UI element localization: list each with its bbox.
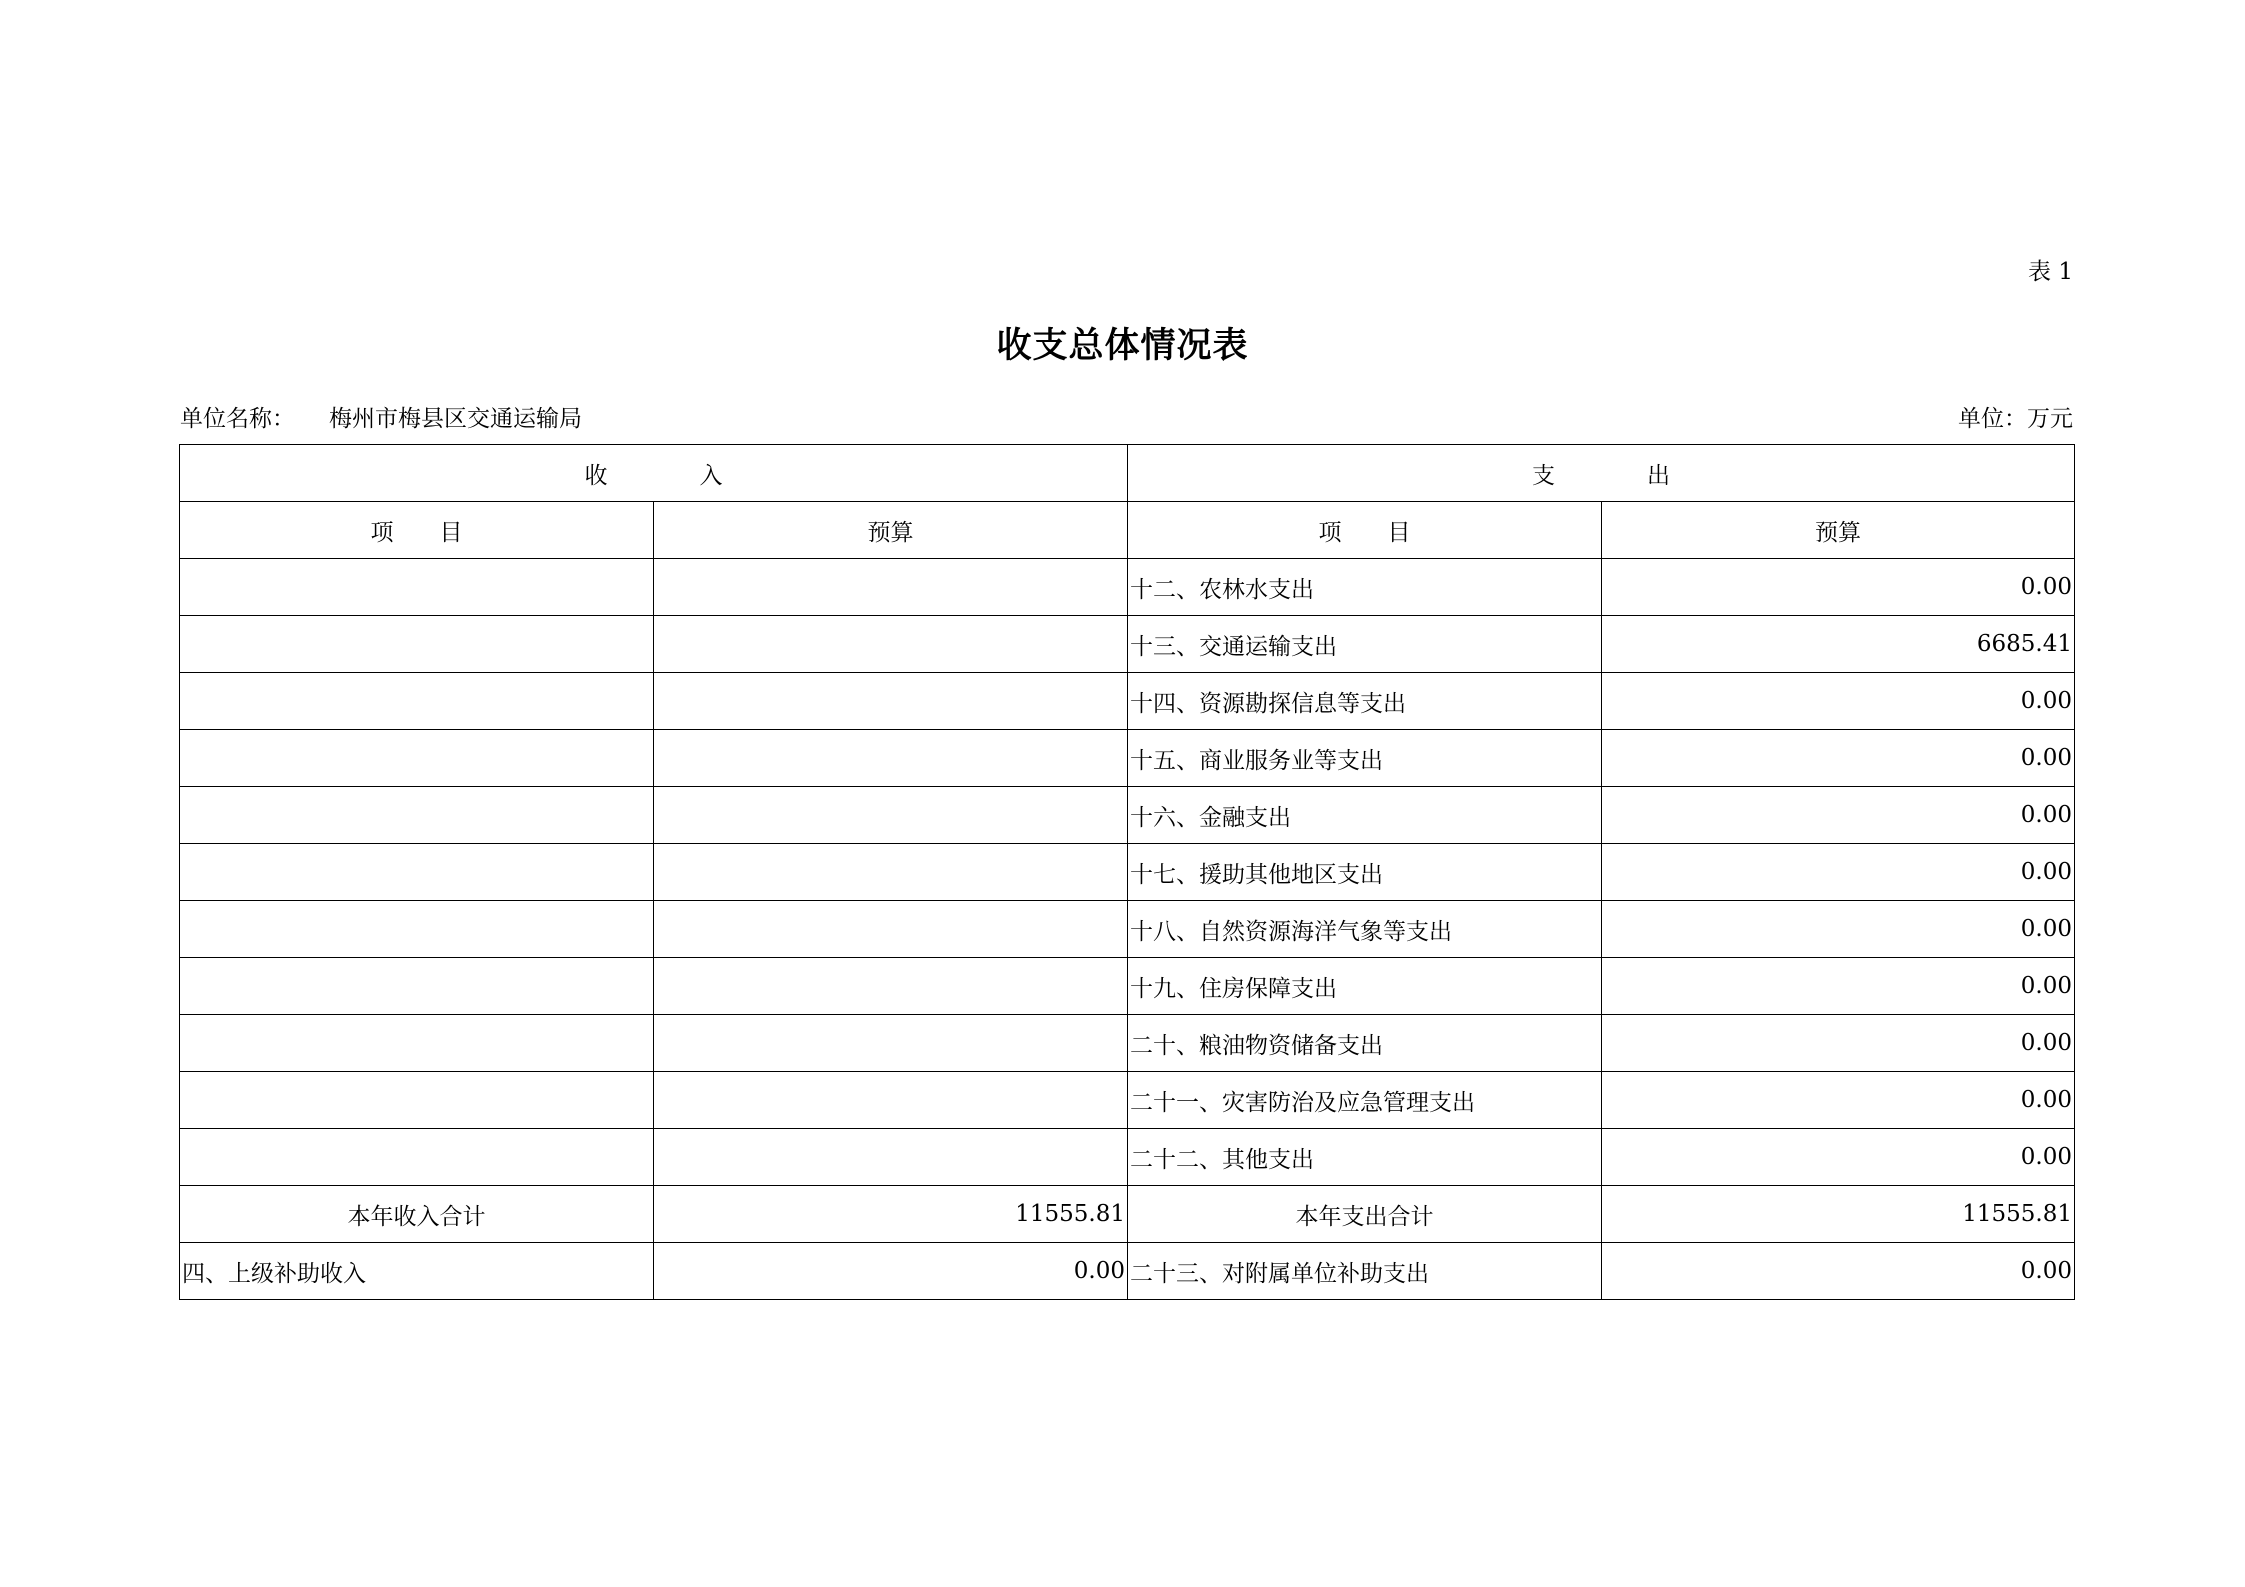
unit-name-value: 梅州市梅县区交通运输局 [329,406,582,432]
table-row [180,559,2075,616]
table-row [180,616,2075,673]
budget-table [179,444,2075,1300]
expense-item: 十八、自然资源海洋气象等支出 [1128,901,1602,958]
unit-name-label: 单位名称： [180,406,295,432]
expense-item: 十四、资源勘探信息等支出 [1128,673,1602,730]
expense-budget: 0.00 [1602,1129,2075,1186]
section-header-row [180,445,2075,502]
income-budget [654,958,1128,1015]
expense-item: 二十、粮油物资储备支出 [1128,1015,1602,1072]
income-item [180,844,654,901]
totals-row [180,1186,2075,1243]
expense-budget: 6685.41 [1602,616,2075,673]
income-header: 收 入 [180,445,1128,502]
expense-budget: 0.00 [1602,1015,2075,1072]
expense-budget: 0.00 [1602,844,2075,901]
expense-budget: 0.00 [1602,559,2075,616]
expense-budget: 0.00 [1602,958,2075,1015]
income-budget: 0.00 [654,1243,1128,1300]
expense-item: 十五、商业服务业等支出 [1128,730,1602,787]
expense-header: 支 出 [1128,445,2075,502]
table-row [180,730,2075,787]
income-total-value: 11555.81 [654,1186,1128,1243]
income-item [180,787,654,844]
income-budget [654,787,1128,844]
income-budget [654,616,1128,673]
expense-item-header: 项 目 [1128,502,1602,559]
unit-name [180,400,582,433]
table-row [180,1015,2075,1072]
income-budget [654,901,1128,958]
income-item [180,1015,654,1072]
income-item [180,616,654,673]
table-row [180,1072,2075,1129]
expense-budget-header: 预算 [1602,502,2075,559]
page-title: 收支总体情况表 [996,325,1249,366]
income-item [180,673,654,730]
income-budget [654,1015,1128,1072]
income-budget-header: 预算 [654,502,1128,559]
income-budget [654,673,1128,730]
income-budget [654,844,1128,901]
table-row [180,673,2075,730]
expense-item: 二十三、对附属单位补助支出 [1128,1243,1602,1300]
expense-item: 十六、金融支出 [1128,787,1602,844]
expense-budget: 0.00 [1602,787,2075,844]
expense-total-value: 11555.81 [1602,1186,2075,1243]
expense-budget: 0.00 [1602,730,2075,787]
expense-budget: 0.00 [1602,901,2075,958]
table-number: 表 1 [2028,259,2073,285]
income-budget [654,559,1128,616]
income-budget [654,730,1128,787]
expense-item: 十七、援助其他地区支出 [1128,844,1602,901]
expense-budget: 0.00 [1602,1243,2075,1300]
expense-total-label: 本年支出合计 [1128,1186,1602,1243]
expense-budget: 0.00 [1602,1072,2075,1129]
expense-item: 十九、住房保障支出 [1128,958,1602,1015]
income-total-label: 本年收入合计 [180,1186,654,1243]
table-row [180,844,2075,901]
income-item [180,1072,654,1129]
income-item [180,730,654,787]
income-item [180,1129,654,1186]
table-row [180,1243,2075,1300]
table-row [180,787,2075,844]
income-item [180,901,654,958]
income-item: 四、上级补助收入 [180,1243,654,1300]
column-header-row [180,502,2075,559]
expense-item: 十三、交通运输支出 [1128,616,1602,673]
table-row [180,1129,2075,1186]
expense-budget: 0.00 [1602,673,2075,730]
income-item [180,559,654,616]
table-row [180,958,2075,1015]
currency-unit: 单位：万元 [1958,406,2073,432]
expense-item: 二十二、其他支出 [1128,1129,1602,1186]
income-item-header: 项 目 [180,502,654,559]
income-item [180,958,654,1015]
expense-item: 二十一、灾害防治及应急管理支出 [1128,1072,1602,1129]
income-budget [654,1129,1128,1186]
table-row [180,901,2075,958]
income-budget [654,1072,1128,1129]
expense-item: 十二、农林水支出 [1128,559,1602,616]
